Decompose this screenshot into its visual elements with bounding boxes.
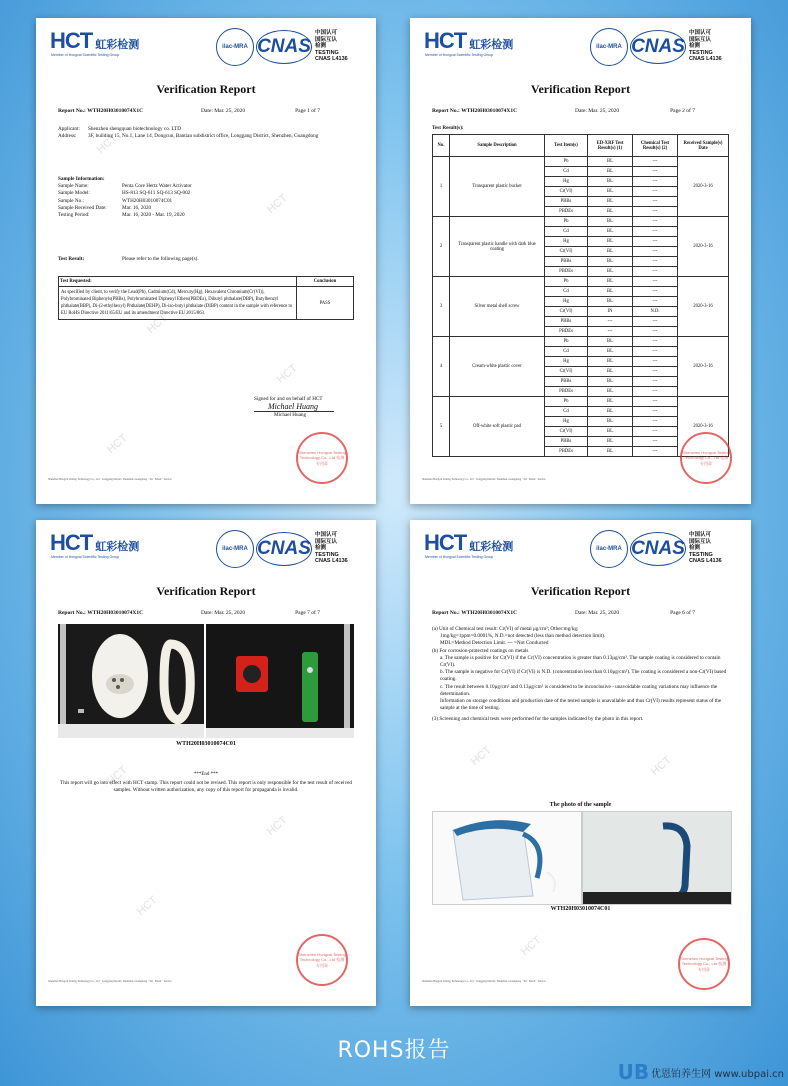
watermark: HCT (134, 894, 160, 918)
xrf-result: BL (588, 347, 633, 357)
test-item: Hg (545, 237, 588, 247)
test-item: PBBs (545, 317, 588, 327)
conclusion-pass: PASS (297, 287, 354, 320)
test-item: PBBs (545, 197, 588, 207)
received-date: 2020-3-16 (678, 157, 729, 217)
chemical-result: --- (633, 257, 678, 267)
xrf-result: BL (588, 267, 633, 277)
sample-description: Off-white soft plastic pad (450, 397, 545, 457)
table-row (433, 277, 729, 287)
test-item: Pb (545, 277, 588, 287)
group-no: 3 (433, 277, 450, 337)
chemical-result: --- (633, 397, 678, 407)
watermark: HCT (264, 192, 290, 216)
signature: Michael Huang (268, 402, 318, 412)
test-item: Cd (545, 287, 588, 297)
test-item: Cr(VI) (545, 427, 588, 437)
test-item: Hg (545, 177, 588, 187)
xrf-result: BL (588, 177, 633, 187)
sample-description: Cream-white plastic cover (450, 337, 545, 397)
report-number-line: Report No.: WTH20H03010074X1C Date: Mar. 25, 2020 Page 2 of 7 (432, 108, 695, 114)
table-row (433, 337, 729, 347)
end-marker: ***End *** (193, 772, 219, 777)
sample-photo-device (58, 624, 204, 738)
chemical-result: N.D. (633, 307, 678, 317)
chemical-result: --- (633, 437, 678, 447)
received-date: 2020-3-16 (678, 277, 729, 337)
applicant-block: Applicant: Shenzhen shengquan biotechnology co. LTD Address: 3F, building 15, No.1, Lane 14, Dongcun, Bantian subdistrict office, Longgang District, Shenzhen, Guangdong (58, 126, 319, 140)
report-number-line: Report No.: WTH20H03010074X1C Date: Mar. 25, 2020 Page 1 of 7 (58, 108, 320, 114)
test-item: PBDEs (545, 447, 588, 457)
xrf-result: BL (588, 367, 633, 377)
sample-photo-bucket (432, 811, 582, 905)
site-name: 优恩铂养生网 www.ubpai.cn (651, 1068, 784, 1080)
table-row (433, 217, 729, 227)
test-item: Cd (545, 407, 588, 417)
xrf-result: IN (588, 307, 633, 317)
sample-description: Silver metal shell screw (450, 277, 545, 337)
chemical-result: --- (633, 357, 678, 367)
xrf-result: BL (588, 207, 633, 217)
test-item: PBDEs (545, 207, 588, 217)
report-title: Verification Report (156, 584, 256, 598)
test-item: PBBs (545, 257, 588, 267)
ilac-mra-logo: ilac-MRA (216, 28, 254, 66)
chemical-result: --- (633, 207, 678, 217)
report-number-line: Report No.: WTH20H03010074X1C Date: Mar. 25, 2020 Page 6 of 7 (432, 610, 695, 616)
site-watermark (618, 1060, 784, 1084)
group-no: 2 (433, 217, 450, 277)
xrf-result: BL (588, 357, 633, 367)
ilac-mra-logo: ilac-MRA (590, 530, 628, 568)
chemical-result: --- (633, 157, 678, 167)
report-title: Verification Report (156, 82, 256, 96)
report-header (50, 528, 362, 572)
hct-logo: HCT 虹彩检测 (424, 28, 514, 53)
xrf-result: --- (588, 317, 633, 327)
sample-photo-board (206, 624, 354, 738)
chemical-result: --- (633, 217, 678, 227)
test-item: Cd (545, 167, 588, 177)
sample-description: Transparent plastic handle with dark blue coating (450, 217, 545, 277)
company-stamp: Shenzhen Hongcai Testing Technology Co., Ltd 检测专用章 (678, 938, 730, 990)
test-item: Pb (545, 217, 588, 227)
test-item: Hg (545, 357, 588, 367)
xrf-result: BL (588, 237, 633, 247)
xrf-result: BL (588, 227, 633, 237)
xrf-result: BL (588, 157, 633, 167)
ub-logo: UB (617, 1060, 650, 1084)
sample-info-block: Sample Information: Sample Name: Penta Core Hertz Water Activator Sample Model: HS-813 SQ-611 SQ-613 SQ-002 Sample No.: WTH20H03010074C01 Sample Received Date: Mar. 16, 2020 Testing Period: Mar. 16, 2020 - Mar. 19, 2020 (58, 176, 192, 219)
chemical-result: --- (633, 337, 678, 347)
watermark: HCT (104, 432, 130, 456)
chemical-result: --- (633, 377, 678, 387)
watermark: HCT (274, 362, 300, 386)
test-item: Cd (545, 227, 588, 237)
sample-id-caption: WTH20H03010074C01 (550, 906, 611, 912)
report-page-2 (410, 18, 751, 504)
group-no: 1 (433, 157, 450, 217)
hct-logo-subtitle: Member of Hongcai Scientific Testing Group (51, 53, 120, 57)
test-item: Cr(VI) (545, 367, 588, 377)
test-results-heading: Test Result(s): (432, 125, 464, 131)
test-item: Hg (545, 417, 588, 427)
xrf-result: BL (588, 377, 633, 387)
report-page-6 (410, 520, 751, 1006)
rohs-report-caption: ROHS报告 (337, 1038, 451, 1063)
xrf-result: BL (588, 197, 633, 207)
watermark: HCT (144, 312, 170, 336)
test-result-line: Test Result: Please refer to the following page(s). (58, 256, 199, 262)
xrf-result: BL (588, 407, 633, 417)
xrf-result: BL (588, 217, 633, 227)
watermark: HCT (518, 934, 544, 958)
chemical-result: --- (633, 297, 678, 307)
photo-title: The photo of the sample (549, 802, 612, 808)
xrf-result: BL (588, 337, 633, 347)
chemical-result: --- (633, 327, 678, 337)
chemical-result: --- (633, 407, 678, 417)
sample-id-caption: WTH20H03010074C01 (176, 741, 236, 747)
test-results-table: No. Sample Description Test Item(s) ED-XRF Test Result(s) (1) Chemical Test Result(s) (2) Received Sample(s) Date 1 Transparent plastic bucket Pb BL --- 2020-3-16 Cd BL --- Hg BL --- Cr(VI) BL --- PBBs BL --- PBDEs BL --- 2 Transparent plastic handle with dark blue coating Pb BL --- 2020-3-16 Cd BL --- Hg BL --- Cr(VI) BL --- PBBs BL --- PBDEs BL --- 3 Silver metal shell screw Pb BL --- 2020-3-16 Cd BL --- Hg BL --- Cr(VI) IN N.D. PBBs --- --- PBDEs --- --- 4 Cream-white plastic cover Pb BL --- 2020-3-16 Cd BL --- Hg BL --- Cr(VI) BL --- PBBs BL --- PBDEs BL --- 5 Off-white soft plastic pad Pb BL --- 2020-3-16 Cd BL --- Hg BL --- Cr(VI) BL --- PBBs BL --- PBDEs BL --- (432, 134, 729, 457)
chemical-result: --- (633, 287, 678, 297)
report-header (424, 528, 737, 572)
test-item: Pb (545, 397, 588, 407)
xrf-result: BL (588, 257, 633, 267)
xrf-result: BL (588, 167, 633, 177)
xrf-result: BL (588, 277, 633, 287)
chemical-result: --- (633, 447, 678, 457)
hct-logo: HCT 虹彩检测 (50, 28, 140, 53)
cnas-accreditation: 中国认可 国际互认 检测 TESTING CNAS L4136 (315, 532, 348, 564)
group-no: 4 (433, 337, 450, 397)
received-date: 2020-3-16 (678, 337, 729, 397)
cnas-accreditation: 中国认可 国际互认 检测 TESTING CNAS L4136 (315, 30, 348, 62)
xrf-result: --- (588, 327, 633, 337)
watermark: HCT (264, 814, 290, 838)
xrf-result: BL (588, 427, 633, 437)
xrf-result: BL (588, 187, 633, 197)
group-no: 5 (433, 397, 450, 457)
xrf-result: BL (588, 297, 633, 307)
table-row (433, 157, 729, 167)
signature-block: Signed for and on behalf of HCT Michael Huang Michael Huang (254, 396, 334, 420)
company-stamp: Shenzhen Hongcai Testing Technology Co., Ltd 检测专用章 (680, 432, 732, 484)
cnas-logo: CNAS (630, 532, 686, 566)
table-row (433, 397, 729, 407)
test-item: Cd (545, 347, 588, 357)
watermark: HCT (104, 764, 130, 788)
watermark: HCT (468, 744, 494, 768)
report-title: Verification Report (530, 82, 631, 96)
hct-logo-subtitle: Member of Hongcai Scientific Testing Group (51, 555, 120, 559)
test-item: PBBs (545, 377, 588, 387)
ilac-mra-logo: ilac-MRA (590, 28, 628, 66)
test-item: Cr(VI) (545, 187, 588, 197)
chemical-result: --- (633, 317, 678, 327)
watermark: HCT (94, 132, 120, 156)
chemical-result: --- (633, 387, 678, 397)
cnas-accreditation: 中国认可 国际互认 检测 TESTING CNAS L4136 (689, 532, 722, 564)
hct-logo: HCT 虹彩检测 (50, 530, 140, 555)
test-item: PBDEs (545, 327, 588, 337)
chemical-result: --- (633, 227, 678, 237)
chemical-result: --- (633, 237, 678, 247)
page-footer: Shenzhen Hongcai Testing Technology Co., Ltd · Longgang District, Shenzhen, Guangdong · Tel · Email · Service (48, 478, 172, 481)
chemical-result: --- (633, 347, 678, 357)
cnas-logo: CNAS (256, 532, 312, 566)
xrf-result: BL (588, 247, 633, 257)
chemical-result: --- (633, 417, 678, 427)
xrf-result: BL (588, 387, 633, 397)
cnas-accreditation: 中国认可 国际互认 检测 TESTING CNAS L4136 (689, 30, 722, 62)
xrf-result: BL (588, 397, 633, 407)
test-item: PBDEs (545, 387, 588, 397)
report-page-1 (36, 18, 376, 504)
chemical-result: --- (633, 247, 678, 257)
report-header (50, 26, 362, 70)
xrf-result: BL (588, 437, 633, 447)
watermark: HCT (648, 754, 674, 778)
report-validity-note: This report will go into effect with HCT stamp. This report could not be revised. This report is only responsible for the test result of received samples. Without written authorization, any copy of this report for propaganda is invalid. (60, 780, 352, 794)
hct-logo-subtitle: Member of Hongcai Scientific Testing Group (425, 53, 494, 57)
received-date: 2020-3-16 (678, 217, 729, 277)
chemical-result: --- (633, 197, 678, 207)
notes-block: (a) Unit of Chemical test result: Cr(VI) of metal μg/cm²; Other:mg/kg; 1mg/kg=1ppm=0.0001%, N.D.=not detected (less than method detection limit). MDL=Method Detection Limit. --- =Not Conducted (b) For corrosion-protected coatings on metals a. The sample is positive for Cr(VI) if the Cr(VI) concentration is greater than 0.13μg/cm². The sample coating is considered to contain Cr(VI). b. The sample is negative for Cr(VI) if Cr(VI) is N.D. (concentration less than 0.10μg/cm²). The coating is considered a non-Cr(VI) based coating. c. The result between 0.10μg/cm² and 0.13μg/cm² is considered to be inconclusive - unavoidable coating variations may influence the determination. Information on storage conditions and production date of the tested sample is unavailable and thus Cr(VI) results represent status of the sample at the time of testing. (3) Screening and chemical tests were performed for the samples indicated by the photo in this report. (432, 626, 727, 723)
chemical-result: --- (633, 277, 678, 287)
test-item: Cr(VI) (545, 307, 588, 317)
xrf-result: BL (588, 417, 633, 427)
chemical-result: --- (633, 427, 678, 437)
page-footer: Shenzhen Hongcai Testing Technology Co., Ltd · Longgang District, Shenzhen, Guangdong · Tel · Email · Service (422, 980, 546, 983)
test-item: PBDEs (545, 267, 588, 277)
test-requested-table: Test Requested: Conclusion As specified by client, to verify the Lead(Pb), Cadmium(Cd), Mercury(Hg), Hexavalent Chromium(Cr(VI)), Polybrominated Biphenyls(PBBs), Polybrominated Diphenyl Ethers(PBDEs), Dibutyl phthalate(DBP), Butylbenzyl phthalate(BBP), Di-(2-ethylhexyl) Phthalate(DEHP), Di-iso-butyl phthalate (DIBP) content in the sample with reference to EU RoHS Directive 2011/65/EU and its amendment Directive EU 2015/863. PASS (58, 276, 354, 320)
ilac-mra-logo: ilac-MRA (216, 530, 254, 568)
report-number-line: Report No.: WTH20H03010074X1C Date: Mar. 25, 2020 Page 7 of 7 (58, 610, 320, 616)
test-item: Cr(VI) (545, 247, 588, 257)
hct-logo-subtitle: Member of Hongcai Scientific Testing Group (425, 555, 494, 559)
sample-description: Transparent plastic bucket (450, 157, 545, 217)
cnas-logo: CNAS (256, 30, 312, 64)
sample-photo-handle (582, 811, 732, 905)
chemical-result: --- (633, 167, 678, 177)
company-stamp: Shenzhen Hongcai Testing Technology Co., Ltd 检测专用章 (296, 934, 348, 986)
xrf-result: BL (588, 287, 633, 297)
report-title: Verification Report (530, 584, 631, 598)
chemical-result: --- (633, 177, 678, 187)
report-header (424, 26, 737, 70)
chemical-result: --- (633, 267, 678, 277)
test-item: Hg (545, 297, 588, 307)
page-footer: Shenzhen Hongcai Testing Technology Co., Ltd · Longgang District, Shenzhen, Guangdong · Tel · Email · Service (48, 980, 172, 983)
hct-logo: HCT 虹彩检测 (424, 530, 514, 555)
chemical-result: --- (633, 187, 678, 197)
page-footer: Shenzhen Hongcai Testing Technology Co., Ltd · Longgang District, Shenzhen, Guangdong · Tel · Email · Service (422, 478, 546, 481)
report-page-7 (36, 520, 376, 1006)
test-item: Pb (545, 157, 588, 167)
test-item: PBBs (545, 437, 588, 447)
company-stamp: Shenzhen Hongcai Testing Technology Co., Ltd 检测专用章 (296, 432, 348, 484)
chemical-result: --- (633, 367, 678, 377)
xrf-result: BL (588, 447, 633, 457)
received-date: 2020-3-16 (678, 397, 729, 457)
cnas-logo: CNAS (630, 30, 686, 64)
test-item: Pb (545, 337, 588, 347)
